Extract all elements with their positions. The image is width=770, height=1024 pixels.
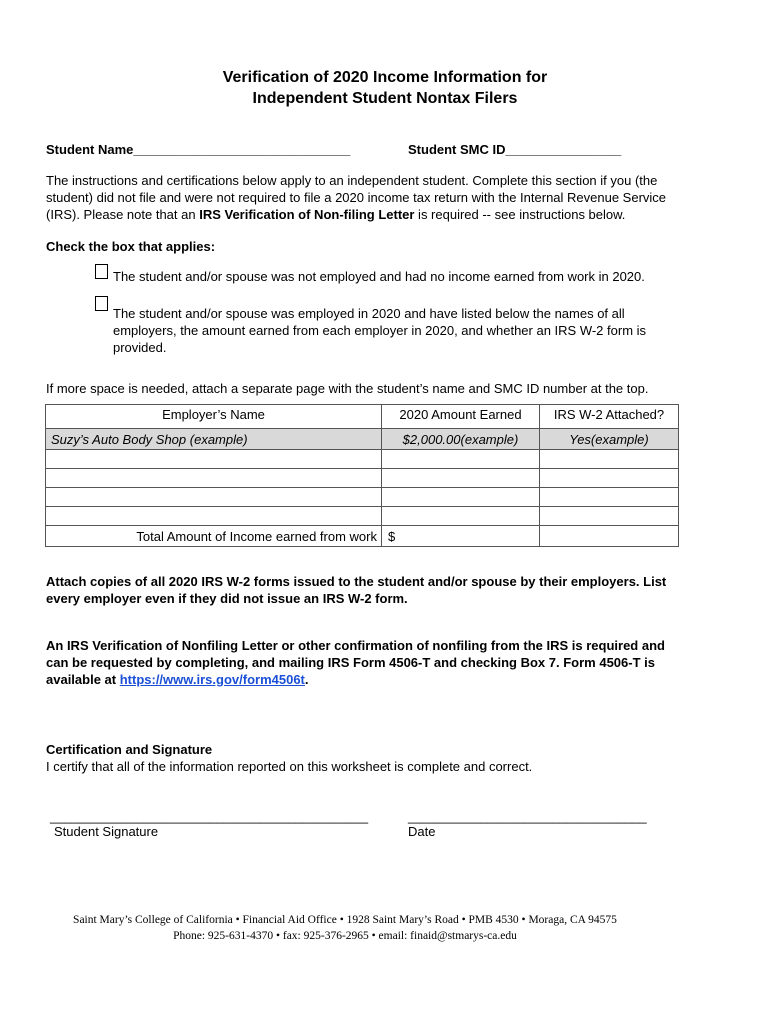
table-total-row	[46, 526, 679, 547]
attach-w2-paragraph: Attach copies of all 2020 IRS W-2 forms issued to the student and/or spouse by their employers. List every employer even if they did not issue an IRS W-2 form.	[46, 574, 667, 606]
w2-cell[interactable]	[540, 450, 679, 469]
option-not-employed-checkbox[interactable]	[95, 264, 108, 279]
amount-cell[interactable]	[382, 469, 540, 488]
footer-contact: Phone: 925-631-4370 • fax: 925-376-2965 • email: finaid@stmarys-ca.edu	[173, 930, 517, 942]
nonfiling-letter-term: IRS Verification of Non-filing Letter	[199, 207, 415, 222]
total-dollar-sign: $	[388, 528, 396, 544]
option-employed-checkbox[interactable]	[95, 296, 108, 311]
intro-paragraph	[46, 172, 726, 223]
employer-cell[interactable]	[46, 450, 382, 469]
w2-cell[interactable]	[540, 507, 679, 526]
employer-cell[interactable]	[46, 507, 382, 526]
table-row	[46, 450, 679, 469]
page-title: Verification of 2020 Income Information for	[222, 69, 548, 86]
table-row	[46, 469, 679, 488]
header-employer-name: Employer’s Name	[46, 405, 382, 429]
w2-cell[interactable]	[540, 469, 679, 488]
table-row	[46, 507, 679, 526]
signature-line[interactable]: ____________________________________________	[50, 809, 369, 824]
date-label: Date	[408, 824, 436, 839]
student-id-field[interactable]: Student SMC ID________________	[408, 142, 622, 157]
page-subtitle: Independent Student Nontax Filers	[252, 90, 518, 107]
amount-cell[interactable]	[382, 450, 540, 469]
example-employer: Suzy’s Auto Body Shop (example)	[46, 429, 382, 450]
header-w2-attached: IRS W-2 Attached?	[540, 405, 679, 429]
header-amount-earned: 2020 Amount Earned	[382, 405, 540, 429]
check-heading: Check the box that applies:	[46, 239, 216, 254]
table-row-example	[46, 429, 679, 450]
example-amount: $2,000.00(example)	[382, 429, 540, 450]
date-line[interactable]: _________________________________	[408, 809, 647, 824]
signature-label: Student Signature	[54, 824, 159, 839]
employer-cell[interactable]	[46, 469, 382, 488]
option-not-employed-label: The student and/or spouse was not employed and had no income earned from work in 2020.	[113, 269, 645, 284]
table-header-row	[46, 405, 679, 429]
total-blank-cell	[540, 526, 679, 547]
certification-heading: Certification and Signature	[46, 742, 213, 757]
amount-cell[interactable]	[382, 488, 540, 507]
total-label: Total Amount of Income earned from work	[46, 526, 382, 547]
intro-line-3: (IRS). Please note that an IRS Verification of Non-filing Letter is required -- see instructions below.	[46, 207, 626, 222]
employer-cell[interactable]	[46, 488, 382, 507]
nonfiling-paragraph: An IRS Verification of Nonfiling Letter or other confirmation of nonfiling from the IRS is required and can be requested by completing, and mailing IRS Form 4506-T and checking Box 7. Form 4506-T is available at https://www.irs.gov/form4506t.	[46, 638, 665, 687]
student-name-field[interactable]: Student Name______________________________	[46, 142, 351, 157]
option-employed-label: The student and/or spouse was employed in 2020 and have listed below the names of all employers, the amount earned from each employer in 2020, and whether an IRS W-2 form is provided.	[113, 306, 647, 355]
example-w2: Yes(example)	[540, 429, 679, 450]
table-row	[46, 488, 679, 507]
amount-cell[interactable]	[382, 507, 540, 526]
w2-cell[interactable]	[540, 488, 679, 507]
employer-table	[45, 404, 679, 547]
space-note: If more space is needed, attach a separate page with the student’s name and SMC ID number at the top.	[46, 381, 649, 396]
intro-line-1: The instructions and certifications below apply to an independent student. Complete this section if you (the	[46, 173, 658, 188]
certification-text: I certify that all of the information reported on this worksheet is complete and correct.	[46, 759, 533, 774]
form-4506t-link[interactable]: https://www.irs.gov/form4506t	[119, 672, 305, 687]
intro-line-2: student) did not file and were not required to file a 2020 income tax return with the Internal Revenue Service	[46, 190, 667, 205]
footer-address: Saint Mary’s College of California • Financial Aid Office • 1928 Saint Mary’s Road • PMB 4530 • Moraga, CA 94575	[73, 914, 617, 926]
total-amount-cell[interactable]	[382, 526, 540, 547]
